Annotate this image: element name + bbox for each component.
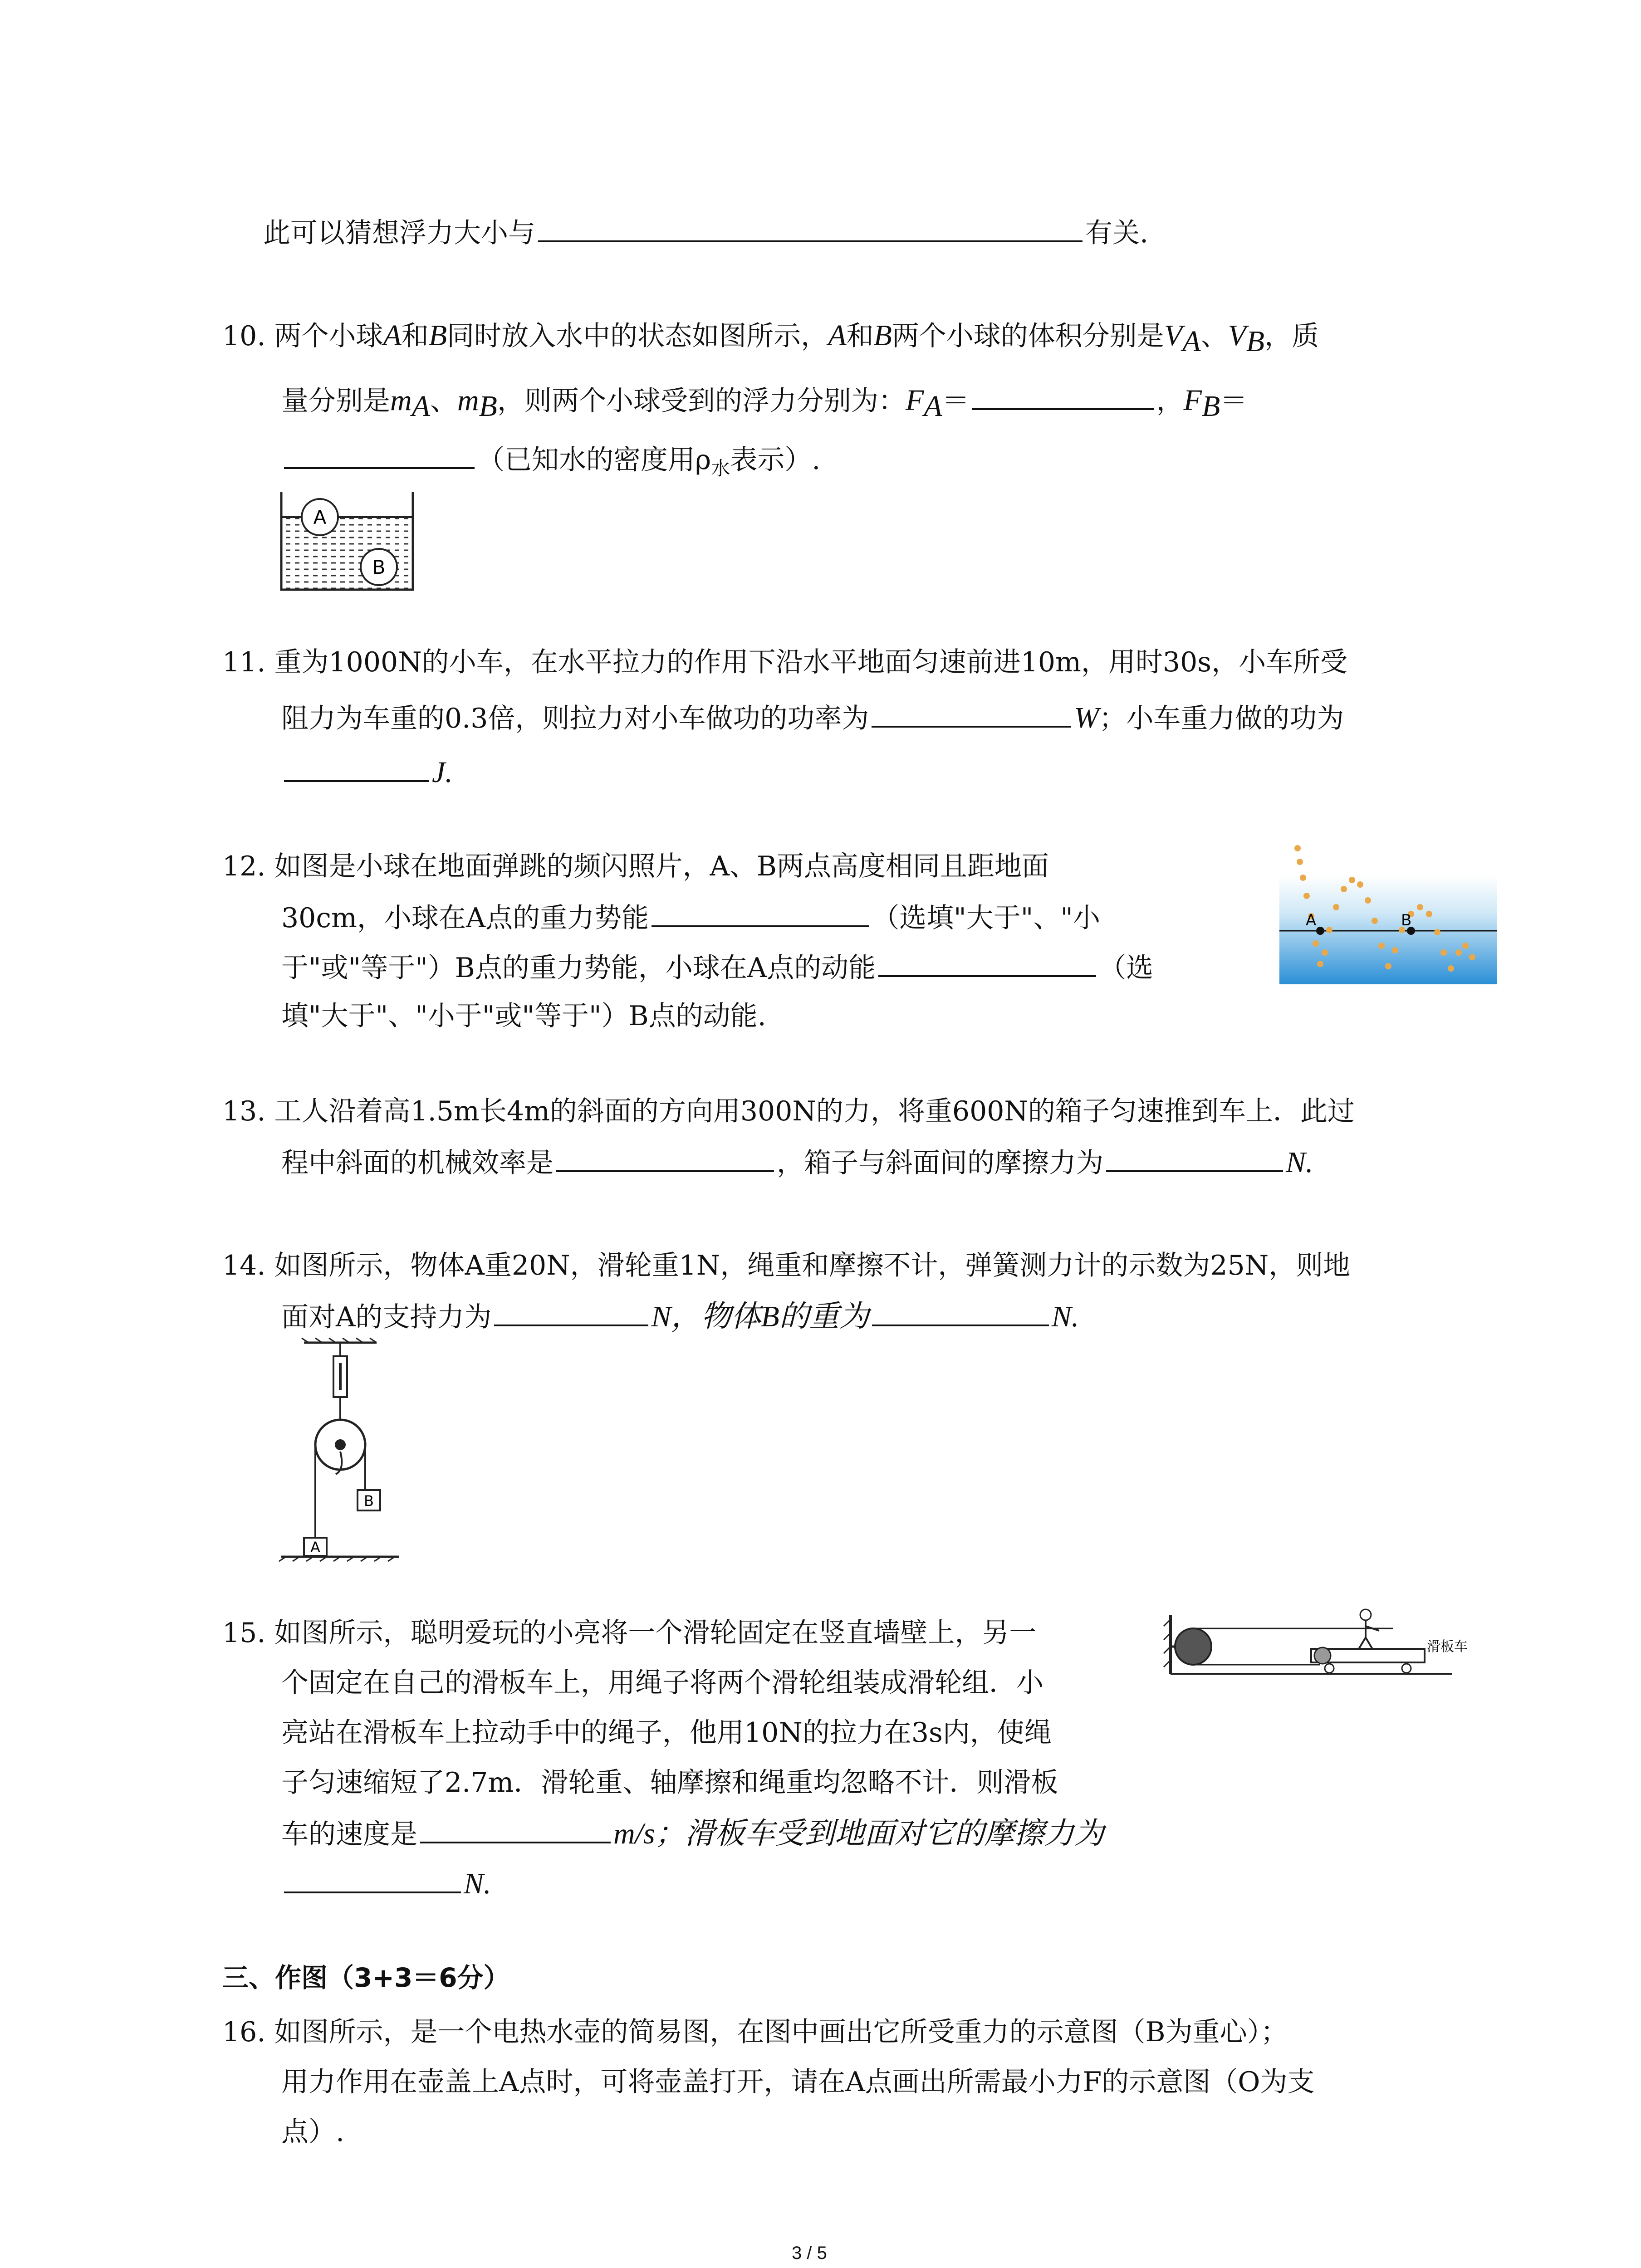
q15-line4: 子匀速缩短了2.7m．滑轮重、轴摩擦和绳重均忽略不计．则滑板 [281,1767,1058,1799]
svg-text:A: A [313,506,327,528]
q12-ke-blank[interactable] [878,948,1096,977]
q10-line3: （已知水的密度用$\rho_水$表示）. [281,440,820,487]
q15-friction-blank[interactable] [284,1864,461,1893]
q10-container-figure [277,490,417,594]
q11-line1: 11. 重为1000N的小车，在水平拉力的作用下沿水平地面匀速前进10m，用时30s，小车所受 [222,646,1348,678]
q16-line1: 16. 如图所示，是一个电热水壶的简易图，在图中画出它所受重力的示意图（B为重心）； [222,2016,1288,2048]
q12-pe-blank[interactable] [652,898,869,927]
q11-line2: 阻力为车重的0.3倍，则拉力对小车做功的功率为 W；小车重力做的功为 [281,699,1344,737]
svg-text:A: A [310,1539,320,1556]
q9-answer-blank[interactable] [538,213,1083,242]
q14-line2: 面对A的支持力为 N，物体B的重为 N. [281,1297,1079,1335]
person-figure [1360,1609,1371,1620]
q10-line2: 量分别是$m_A$、$m_B$，则两个小球受到的浮力分别为：$F_A=$ ，$F_B=$ [281,381,1247,425]
section-title: 三、作图（3+3＝6分） [222,1962,510,1993]
svg-text:B: B [1401,911,1412,929]
q16-line3: 点）. [281,2116,345,2148]
q14-support-blank[interactable] [494,1297,648,1326]
q9-tail: 此可以猜想浮力大小与 有关. [263,213,1148,251]
q10-line1: 10. 两个小球A和B同时放入水中的状态如图所示，A和B两个小球的体积分别是$V_A$、$V_B$，质 [222,319,1319,358]
q10-fb-blank[interactable] [284,440,475,469]
q12-bounce-photo [1279,844,1497,984]
q12-line2: 30cm，小球在A点的重力势能 （选填"大于"、"小 [281,898,1100,936]
q13-line2: 程中斜面的机械效率是 ，箱子与斜面间的摩擦力为 N. [281,1143,1313,1181]
q10-fa-blank[interactable] [972,381,1154,410]
q13-friction-blank[interactable] [1106,1143,1283,1172]
q13-line1: 13. 工人沿着高1.5m长4m的斜面的方向用300N的力，将重600N的箱子匀速推到车上．此过 [222,1095,1355,1127]
q15-line6: N. [281,1864,491,1902]
q14-pulley-figure [277,1338,404,1560]
q15-speed-blank[interactable] [420,1814,611,1843]
point-a [1316,927,1324,935]
svg-text:A: A [1306,911,1317,929]
q14-line1: 14. 如图所示，物体A重20N，滑轮重1N，绳重和摩擦不计，弹簧测力计的示数为25N，则地 [222,1250,1351,1281]
q14-weight-blank[interactable] [872,1297,1049,1326]
page-number: 3 / 5 [792,2243,827,2263]
svg-text:B: B [364,1492,374,1510]
q15-line3: 亮站在滑板车上拉动手中的绳子，他用10N的拉力在3s内，使绳 [281,1717,1052,1749]
q11-power-blank[interactable] [872,699,1071,728]
q11-line3: J. [281,753,453,791]
q12-line3: 于"或"等于"）B点的重力势能，小球在A点的动能 （选 [281,948,1153,986]
q12-line4: 填"大于"、"小于"或"等于"）B点的动能. [281,1000,766,1032]
q15-line1: 15. 如图所示，聪明爱玩的小亮将一个滑轮固定在竖直墙壁上，另一 [222,1617,1037,1649]
q16-line2: 用力作用在壶盖上A点时，可将壶盖打开，请在A点画出所需最小力F的示意图（O为支 [281,2066,1315,2098]
q12-line1: 12. 如图是小球在地面弹跳的频闪照片，A、B两点高度相同且距地面 [222,850,1049,882]
q11-work-blank[interactable] [284,753,429,782]
svg-text:滑板车: 滑板车 [1427,1639,1468,1655]
q15-line5: 车的速度是 m/s；滑板车受到地面对它的摩擦力为 [281,1814,1104,1853]
q15-line2: 个固定在自己的滑板车上，用绳子将两个滑轮组装成滑轮组．小 [281,1667,1043,1699]
wall-pulley [1175,1628,1211,1665]
q13-efficiency-blank[interactable] [556,1143,774,1172]
cart-pulley [1314,1647,1331,1664]
svg-text:B: B [372,556,386,578]
q15-skateboard-figure [1161,1606,1468,1678]
